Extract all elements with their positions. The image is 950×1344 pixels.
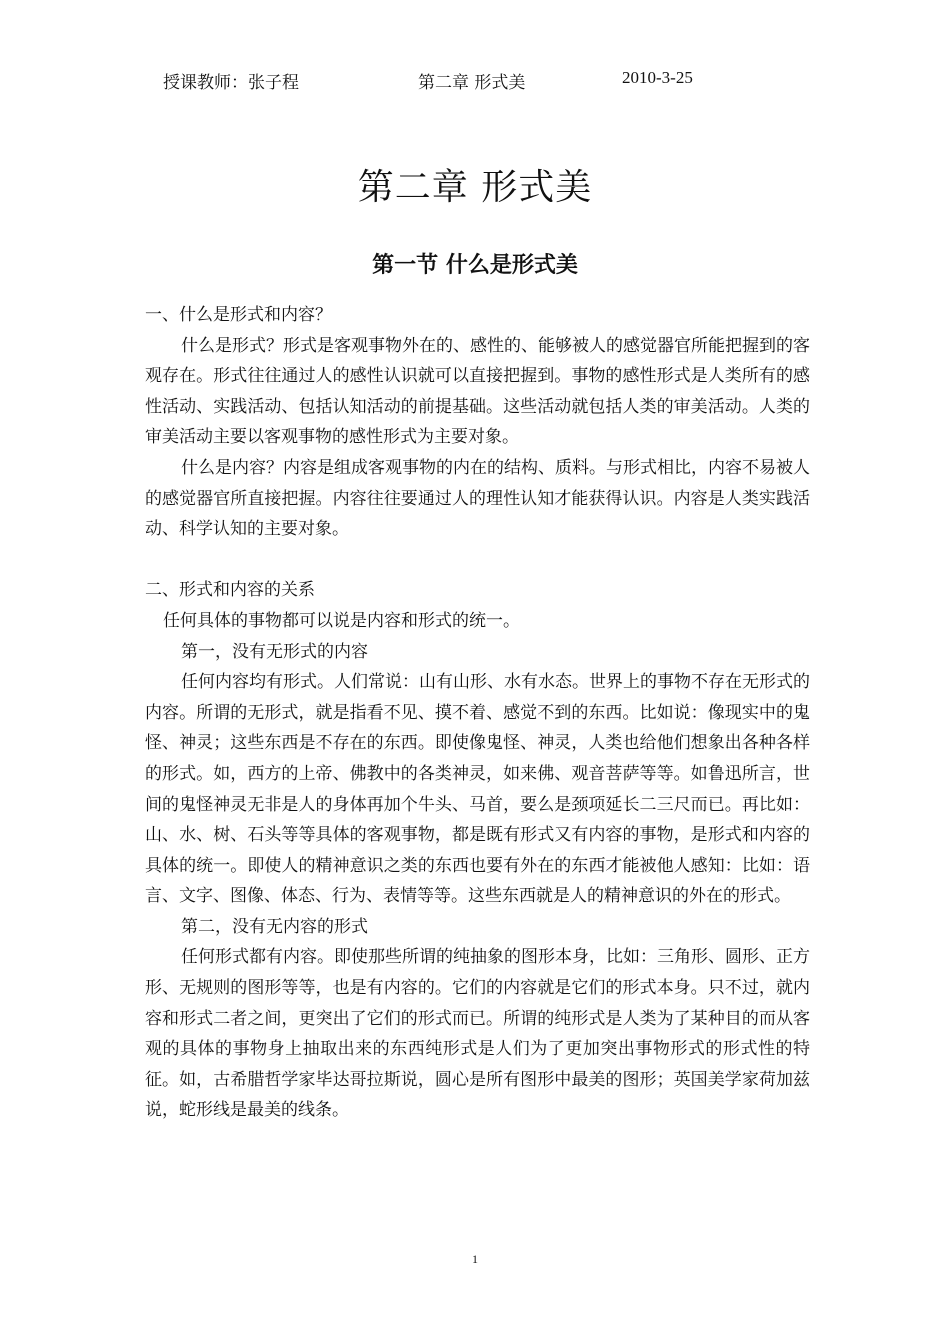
page-number: 1 <box>472 1252 478 1266</box>
section-title: 第一节 什么是形式美 <box>372 253 578 279</box>
header-teacher: 授课教师：张子程 <box>163 73 299 93</box>
paragraph-no-contentless-form: 任何形式都有内容。即使那些所谓的纯抽象的图形本身，比如：三角形、圆形、正方形、无规则的图形等等，也是有内容的。它们的内容就是它们的形式本身。只不过，就内容和形式二者之间，更突出了它们的形式而已。所谓的纯形式是人类为了某种目的而从客观的具体的事物身上抽取出来的东西纯形式是人们为了更加突出事物形式的形式性的特征。如，古希腊哲学家毕达哥拉斯说，圆心是所有图形中最美的图形；英国美学家荷加兹说，蛇形线是最美的线条。 <box>145 947 810 1121</box>
paragraph-what-is-content: 什么是内容？内容是组成客观事物的内在的结构、质料。与形式相比，内容不易被人的感觉器官所直接把握。内容往往要通过人的理性认知才能获得认识。内容是人类实践活动、科学认知的主要对象。 <box>145 457 810 540</box>
header-chapter: 第二章 形式美 <box>418 73 526 93</box>
paragraph-unity: 任何具体的事物都可以说是内容和形式的统一。 <box>163 610 520 631</box>
subheading-first: 第一，没有无形式的内容 <box>181 641 368 662</box>
blank-line <box>145 545 810 576</box>
paragraph-no-formless-content: 任何内容均有形式。人们常说：山有山形、水有水态。世界上的事物不存在无形式的内容。所谓的无形式，就是指看不见、摸不着、感觉不到的东西。比如说：像现实中的鬼怪、神灵；这些东西是不存在的东西。即使像鬼怪、神灵，人类也给他们想象出各种各样的形式。如，西方的上帝、佛教中的各类神灵，如来佛、观音菩萨等等。如鲁迅所言，世间的鬼怪神灵无非是人的身体再加个牛头、马首，要么是颈项延长二三尺而已。再比如：山、水、树、石头等等具体的客观事物，都是既有形式又有内容的事物，是形式和内容的具体的统一。即使人的精神意识之类的东西也要有外在的东西才能被他人感知：比如：语言、文字、图像、体态、行为、表情等等。这些东西就是人的精神意识的外在的形式。 <box>145 672 810 907</box>
subheading-second: 第二，没有无内容的形式 <box>181 916 368 937</box>
chapter-title: 第二章 形式美 <box>357 167 593 209</box>
paragraph-what-is-form: 什么是形式？形式是客观事物外在的、感性的、能够被人的感觉器官所能把握到的客观存在。形式往往通过人的感性认识就可以直接把握到。事物的感性形式是人类所有的感性活动、实践活动、包括认知活动的前提基础。这些活动就包括人类的审美活动。人类的审美活动主要以客观事物的感性形式为主要对象。 <box>145 335 810 448</box>
body-text <box>145 300 810 1126</box>
heading-form-and-content: 一、什么是形式和内容？ <box>145 305 332 325</box>
header-date: 2010-3-25 <box>622 68 693 87</box>
heading-relationship: 二、形式和内容的关系 <box>145 580 315 601</box>
